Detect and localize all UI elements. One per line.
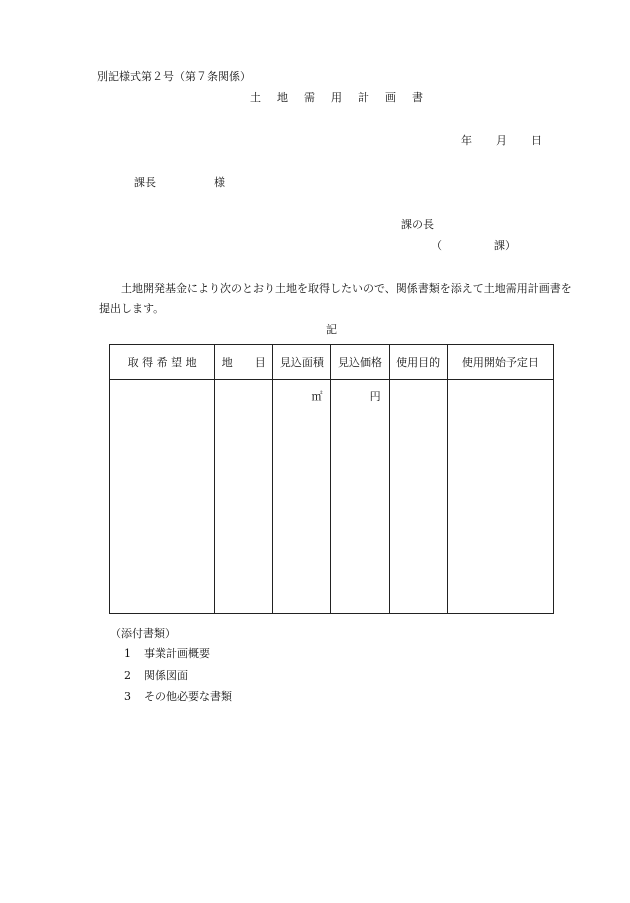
cell-land-category[interactable] <box>215 380 273 614</box>
sender-dept-open: （ <box>431 239 442 252</box>
addressee <box>134 174 225 190</box>
header-estimated-area: 見込面積 <box>273 345 331 380</box>
date-line <box>461 132 542 148</box>
table-row <box>110 380 554 614</box>
attachment-label: その他必要な書類 <box>144 690 232 703</box>
cell-acquisition-site[interactable] <box>110 380 215 614</box>
attachment-num: 1 <box>124 647 131 660</box>
date-year: 年 <box>461 134 472 147</box>
title-char: 計 <box>358 91 369 104</box>
date-day: 日 <box>531 134 542 147</box>
title-char: 用 <box>331 91 342 104</box>
price-unit: 円 <box>369 390 381 403</box>
body-text: 土地開発基金により次のとおり土地を取得したいので、関係書類を添えて土地需用計画書を提出します。 <box>99 282 572 315</box>
header-land-category: 地 目 <box>215 345 273 380</box>
title-char: 需 <box>304 91 315 104</box>
cell-purpose[interactable] <box>389 380 447 614</box>
title-char: 画 <box>385 91 396 104</box>
cell-estimated-price[interactable] <box>331 380 389 614</box>
sender-dept <box>431 237 516 253</box>
attachment-num: 2 <box>124 669 131 682</box>
title-char: 書 <box>412 91 423 104</box>
table-header-row <box>110 345 554 380</box>
header-estimated-price: 見込価格 <box>331 345 389 380</box>
attachment-label: 関係図面 <box>144 669 188 682</box>
sender-dept-close: 課） <box>494 239 516 252</box>
header-acquisition-site: 取 得 希 望 地 <box>110 345 215 380</box>
attachment-item <box>124 645 210 661</box>
area-unit: ㎡ <box>311 390 323 403</box>
title-char: 地 <box>277 91 288 104</box>
sender-title: 課の長 <box>401 218 434 231</box>
addressee-label: 課長 <box>134 176 156 189</box>
attachment-item <box>124 667 188 683</box>
document-title <box>250 89 439 105</box>
form-reference: 別記様式第２号（第７条関係） <box>97 70 251 83</box>
addressee-honorific: 様 <box>214 176 225 189</box>
land-plan-table <box>109 344 554 614</box>
attachments-heading: （添付書類） <box>110 627 176 640</box>
ki-heading: 記 <box>326 323 337 336</box>
cell-start-date[interactable] <box>447 380 553 614</box>
attachment-num: 3 <box>124 690 131 703</box>
header-purpose: 使用目的 <box>389 345 447 380</box>
date-month: 月 <box>496 134 507 147</box>
cell-estimated-area[interactable] <box>273 380 331 614</box>
title-char: 土 <box>250 91 261 104</box>
attachment-label: 事業計画概要 <box>144 647 210 660</box>
header-start-date: 使用開始予定日 <box>447 345 553 380</box>
attachment-item <box>124 688 232 704</box>
